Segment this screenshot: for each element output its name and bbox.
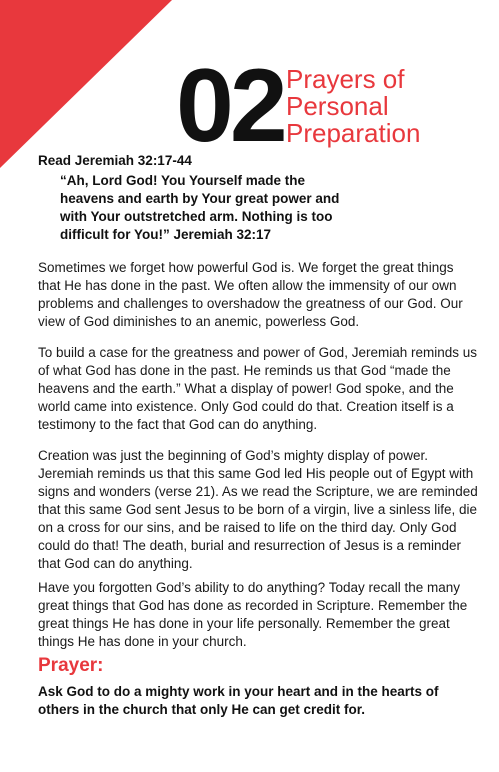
day-number: 02 xyxy=(176,48,284,164)
body-paragraph: Creation was just the beginning of God’s mighty display of power. Jeremiah reminds us that this same God led His people out of Egypt with signs and wonders (verse 21). As we read the Scripture, we are reminded that this same God sent Jesus to be born of a virgin, live a sinless life, die on a cross for our sins, and be raised to life on the third day. Only God could do that! The death, burial and resurrection of Jesus is a reminder that God can do anything. xyxy=(38,448,478,571)
prayer-text: Ask God to do a mighty work in your heart and in the hearts of others in the church that only He can get credit for. xyxy=(38,684,439,717)
section-title xyxy=(286,66,496,147)
body-paragraph: Have you forgotten God’s ability to do anything? Today recall the many great things that God has done as recorded in Scripture. Remember the great things He has done in your life personally. Remember the great things He has done in your church. xyxy=(38,580,468,649)
body-paragraph: To build a case for the greatness and power of God, Jeremiah reminds us of what God has done in the past. He reminds us that God “made the heavens and the earth.” What a display of power! God spoke, and the world came into existence. Only God could do that. Creation itself is a testimony to the fact that God can do anything. xyxy=(38,345,477,432)
body-paragraph: Sometimes we forget how powerful God is. We forget the great things that He has done in the past. We often allow the immensity of our own problems and challenges to overshadow the greatness of our God. Our view of God diminishes to an anemic, powerless God. xyxy=(38,260,463,329)
scripture-reference: Read Jeremiah 32:17-44 xyxy=(38,153,192,168)
section-title-line: Personal xyxy=(286,91,389,121)
section-title-line: Prayers of xyxy=(286,64,405,94)
corner-triangle-decoration xyxy=(0,0,172,168)
section-title-line: Preparation xyxy=(286,118,421,148)
prayer-heading: Prayer: xyxy=(38,655,104,676)
scripture-quote: “Ah, Lord God! You Yourself made the heavens and earth by Your great power and with Your outstretched arm. Nothing is too difficult for You!” Jeremiah 32:17 xyxy=(60,173,340,242)
